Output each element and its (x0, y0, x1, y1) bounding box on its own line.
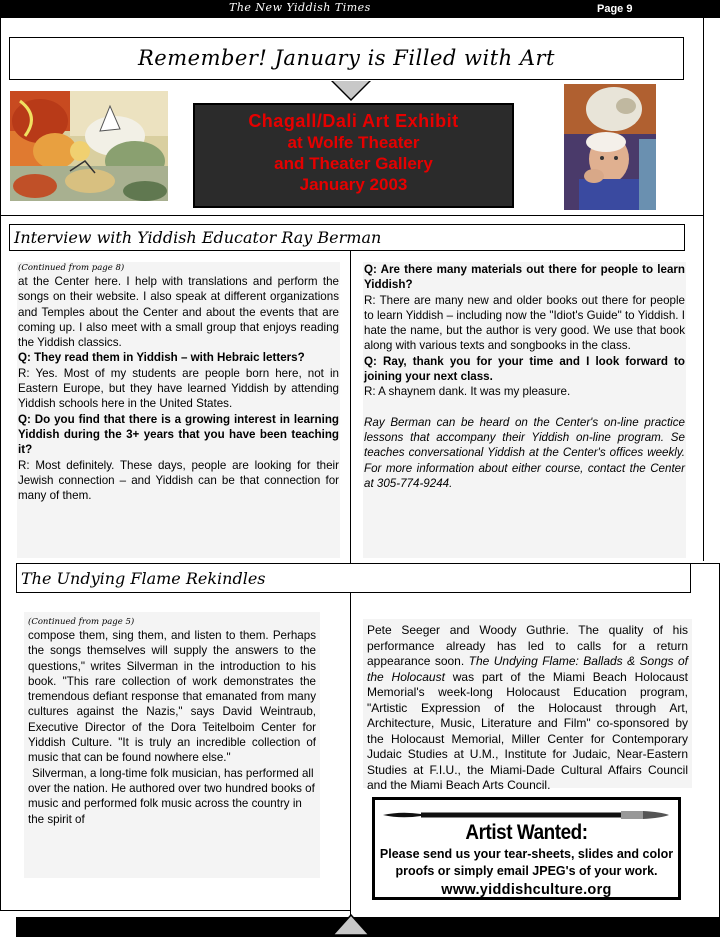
frame-left-edge (0, 18, 1, 911)
interview-answer: R: A shaynem dank. It was my pleasure. (364, 385, 571, 399)
ad-heading: Artist Wanted: (465, 821, 588, 844)
ad-body (375, 846, 678, 880)
flame-article-heading: The Undying Flame Rekindles (16, 563, 691, 593)
flame-column-right (363, 619, 692, 792)
exhibit-line-4: January 2003 (299, 175, 408, 194)
interview-paragraph: at the Center here. I help with translations and perform the songs on their website. I also speak at different organizations and Temples about the Center and about the events that are coming up. I also meet with a small group that enjoys reading the Yiddish classics. (18, 275, 339, 350)
interview-heading: Interview with Yiddish Educator Ray Berman (9, 224, 685, 251)
divider-bottom-left (0, 910, 351, 911)
ad-line-2: proofs or simply email JPEG's of your work. (395, 864, 658, 878)
flame-paragraph (367, 623, 688, 794)
banner-arrow-icon (331, 81, 371, 101)
exhibit-line-2: at Wolfe Theater (287, 133, 420, 152)
chagall-artwork-image (10, 91, 168, 201)
publication-title: The New Yiddish Times (229, 1, 371, 14)
interview-answer: R: Most definitely. These days, people are looking for their Jewish connection – and Yiddish can be that connection for many of them. (18, 458, 339, 503)
flame-column-left (24, 612, 320, 878)
continued-note: (Continued from page 8) (18, 263, 125, 273)
interview-column-right (363, 262, 686, 558)
interview-column-left (17, 262, 340, 558)
page-number: Page 9 (597, 3, 633, 15)
frame-right-edge (703, 18, 704, 561)
interview-closing-note: Ray Berman can be heard on the Center's on-line practice lessons that accompany their Yiddish on-line program. Se teaches conversational Yiddish at the Center's offices weekly. For more information about either course, contact the Center at 305-774-9244. (364, 415, 685, 490)
dali-portrait-image (564, 84, 656, 210)
page-arrow-icon (331, 913, 371, 937)
flame-paragraph: compose them, sing them, and listen to them. Perhaps the songs themselves will supply the answers to the questions," writes Silverman in the introduction to his book. "This rare collection of work demonstrates the tremendous defiant response that emanated from many cultures against the Nazis," says David Weintraub, Executive Director of the Dora Teitelboim Center for Yiddish Culture. "It is truly an incredible collection of music that can be found nowhere else." (28, 629, 316, 765)
banner-title: Remember! January is Filled with Art (9, 37, 684, 80)
exhibit-line-1: Chagall/Dali Art Exhibit (248, 111, 459, 131)
divider-top-section (0, 215, 704, 216)
book-title: The Undying Flame: Ballads & Songs of the Holocaust (367, 654, 688, 684)
interview-question: Q: Ray, thank you for your time and I look forward to joining your next class. (364, 354, 685, 384)
flame-text: Pete Seeger and Woody Guthrie. The quality of his performance already has led to calls for a return appearance soon. (367, 623, 688, 668)
exhibit-announcement (193, 103, 514, 208)
ad-line-1: Please send us your tear-sheets, slides and color (379, 847, 674, 861)
interview-question: Q: Do you find that there is a growing interest in learning Yiddish during the 3+ years that you have been teaching it? (18, 412, 339, 457)
column-divider-interview (350, 251, 351, 563)
interview-answer: R: There are many new and older books out there for people to learn Yiddish – including now the "Idiot's Guide" to Yiddish. I hate the name, but the author is very good. We use that book along with various texts and songbooks in the class. (364, 293, 685, 353)
interview-question: Q: Are there many materials out there for people to learn Yiddish? (364, 263, 685, 292)
column-divider-flame (350, 593, 351, 918)
top-header-bar (0, 0, 720, 18)
interview-question: Q: They read them in Yiddish – with Hebraic letters? (18, 351, 305, 365)
ad-website-link[interactable]: www.yiddishculture.org (441, 882, 612, 898)
continued-note: (Continued from page 5) (28, 617, 135, 627)
flame-paragraph: Silverman, a long-time folk musician, has performed all over the nation. He authored over two hundred books of music and performed folk music across the country in the spirit of (28, 766, 315, 826)
flame-text: was part of the Miami Beach Holocaust Memorial's week-long Holocaust Education program, "Artistic Expression of the Holocaust through Art, Architecture, Music, Literature and Film" co-sponsored by the Holocaust Memorial, Miller Center for Contemporary Judaic Studies at U.M., Institute for Judaic, Near-Eastern Studies at F.I.U., the Miami-Dade Cultural Affairs Council and the Miami Beach Arts Council. (367, 669, 688, 792)
interview-answer: R: Yes. Most of my students are people born here, not in Eastern Europe, but they have learned Yiddish by attending Yiddish schools here in the United States. (18, 366, 339, 411)
paintbrush-icon (381, 809, 671, 821)
artist-wanted-ad (372, 797, 681, 900)
exhibit-line-3: and Theater Gallery (274, 154, 433, 173)
